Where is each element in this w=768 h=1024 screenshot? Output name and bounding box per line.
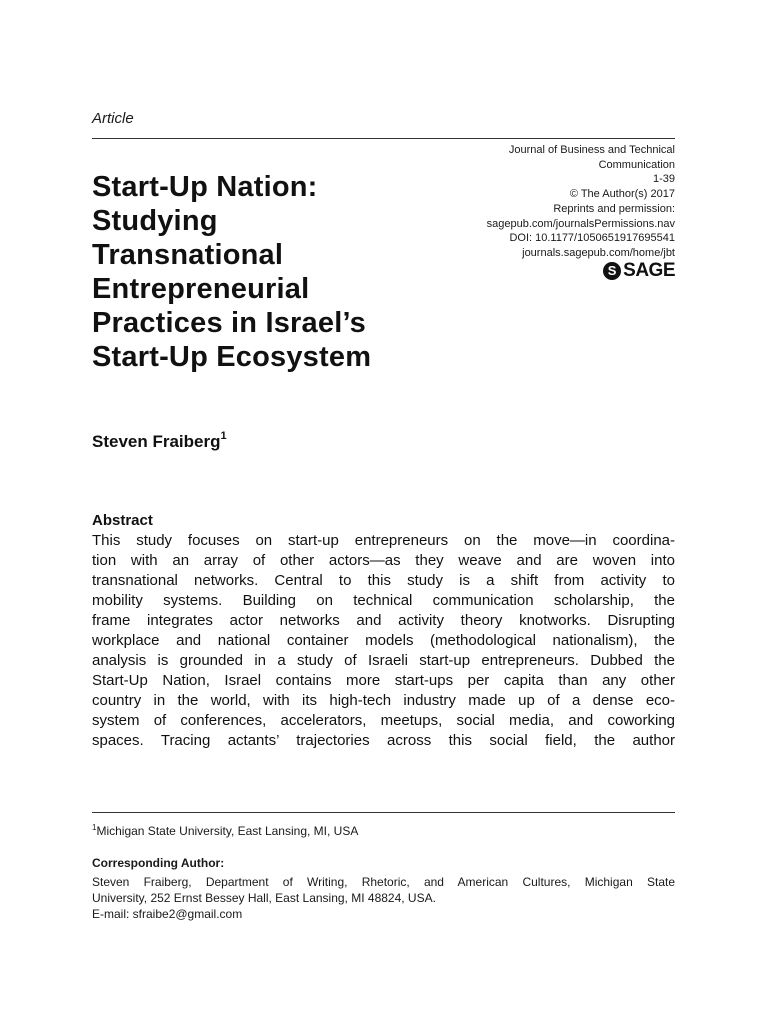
- title-line: Transnational: [92, 239, 284, 271]
- abstract-line: This study focuses on start-up entrepreneurs on the move—in coordina-: [92, 532, 675, 549]
- sage-circle-icon: S: [603, 262, 621, 280]
- sage-logo: [603, 260, 675, 282]
- permissions-link[interactable]: sagepub.com/journalsPermissions.nav: [486, 217, 675, 230]
- abstract-body: [92, 531, 675, 751]
- corresponding-author-details: [92, 874, 675, 922]
- footnote-affiliation: [92, 823, 358, 838]
- title-line: Studying: [92, 205, 218, 237]
- footnote-mark: 1: [92, 823, 97, 832]
- abstract-line: transnational networks. Central to this study is a shift from activity to: [92, 572, 675, 589]
- abstract-line: mobility systems. Building on technical communication scholarship, the: [92, 592, 675, 609]
- sage-wordmark: SAGE: [623, 260, 675, 281]
- header-rule: [92, 138, 675, 139]
- abstract-heading: Abstract: [92, 512, 153, 529]
- title-line: Entrepreneurial: [92, 273, 310, 305]
- journal-name-line: Journal of Business and Technical: [508, 144, 675, 156]
- author-name: [92, 430, 227, 452]
- abstract-line: spaces. Tracing actants’ trajectories across this social field, the author: [92, 732, 675, 749]
- corresponding-email[interactable]: E-mail: sfraibe2@gmail.com: [92, 907, 243, 921]
- abstract-line: tion with an array of other actors—as they weave and are woven into: [92, 552, 675, 569]
- corresponding-line: University, 252 Ernst Bessey Hall, East Lansing, MI 48824, USA.: [92, 891, 436, 905]
- abstract-line: system of conferences, accelerators, meetups, social media, and coworking: [92, 712, 675, 729]
- affiliation-mark: 1: [220, 430, 227, 442]
- author-name-text: Steven Fraiberg: [92, 432, 221, 451]
- journal-metadata: [415, 143, 675, 261]
- journal-name-line: Communication: [598, 158, 675, 171]
- corresponding-author-heading: Corresponding Author:: [92, 856, 225, 870]
- title-line: Practices in Israel’s: [92, 307, 366, 339]
- reprints-label: Reprints and permission:: [553, 202, 675, 215]
- abstract-line: workplace and national container models (methodological nationalism), the: [92, 632, 675, 649]
- footnote-rule: [92, 812, 675, 813]
- corresponding-line: Steven Fraiberg, Department of Writing, Rhetoric, and American Cultures, Michigan State: [92, 875, 675, 889]
- article-title: [92, 170, 452, 374]
- title-line: Start-Up Nation:: [92, 171, 318, 203]
- title-line: Start-Up Ecosystem: [92, 341, 372, 373]
- copyright: © The Author(s) 2017: [569, 188, 675, 201]
- abstract-line: Start-Up Nation, Israel contains more start-ups per capita than any other: [92, 672, 675, 689]
- abstract-line: analysis is grounded in a study of Israeli start-up entrepreneurs. Dubbed the: [92, 652, 675, 669]
- page-range: 1-39: [652, 173, 675, 186]
- doi[interactable]: DOI: 10.1177/1050651917695541: [509, 232, 675, 245]
- article-type-label: Article: [92, 110, 134, 127]
- affiliation-text: Michigan State University, East Lansing, MI, USA: [96, 824, 359, 838]
- journal-homepage-link[interactable]: journals.sagepub.com/home/jbt: [522, 246, 675, 259]
- abstract-line: frame integrates actor networks and activity theory knotworks. Disrupting: [92, 612, 675, 629]
- abstract-line: country in the world, with its high-tech industry made up of a dense eco-: [92, 692, 675, 709]
